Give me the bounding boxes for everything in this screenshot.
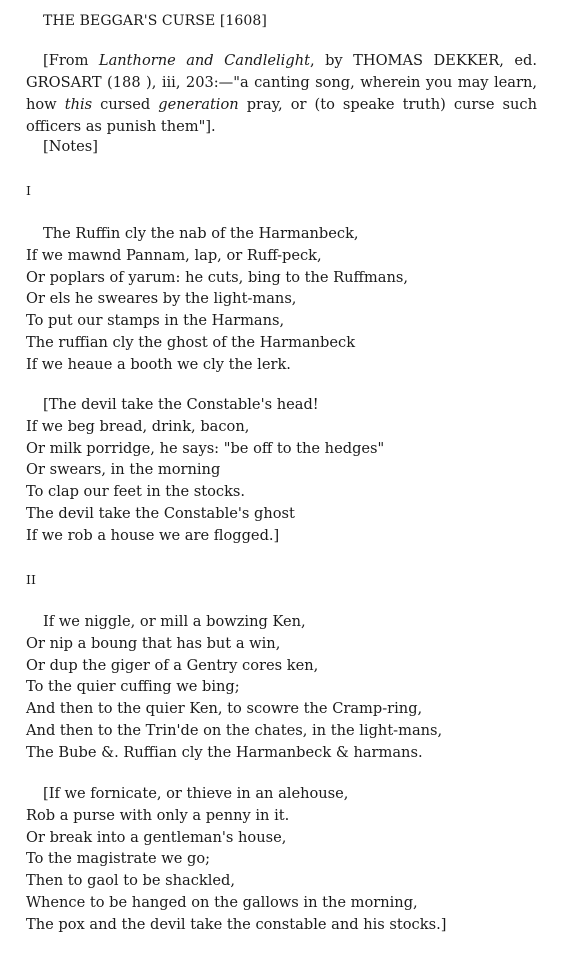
stanza-2-1	[26, 611, 543, 764]
verse-line: The Ruffin cly the nab of the Harmanbeck,	[43, 225, 359, 242]
verse-line: Or poplars of yarum: he cuts, bing to the Ruffmans,	[26, 268, 408, 286]
intro-work-title: Lanthorne and Candlelight	[98, 52, 310, 69]
intro-close: pray, or (to speake truth) curse such officers as punish them"].	[26, 96, 537, 135]
verse-line: The ruffian cly the ghost of the Harmanbeck	[26, 333, 356, 351]
verse-line: To clap our feet in the stocks.	[26, 483, 246, 501]
verse-line: If we beg bread, drink, bacon,	[26, 417, 250, 435]
verse-line: Rob a purse with only a penny in it.	[26, 806, 290, 824]
intro-mid: , by THOMAS DEKKER, ed. GROSART (188 ), iii, 203:—"a canting song, wherein you may learn, how	[26, 52, 537, 113]
verse-line: Or milk porridge, he says: "be off to the hedges"	[26, 439, 385, 457]
verse-line: Or break into a gentleman's house,	[26, 828, 287, 846]
intro-generation: generation	[158, 96, 239, 113]
stanza-2-2	[26, 783, 543, 936]
verse-line: If we mawnd Pannam, lap, or Ruff-peck,	[26, 246, 322, 264]
intro-open: [From	[43, 52, 99, 69]
verse-line: Or nip a boung that has but a win,	[26, 634, 281, 652]
poem-title: THE BEGGAR'S CURSE [1608]	[43, 13, 267, 29]
verse-line: The pox and the devil take the constable and his stocks.]	[26, 915, 447, 933]
intro-mid2: cursed	[92, 96, 159, 113]
verse-line: To the quier cuffing we bing;	[26, 678, 240, 696]
verse-line: If we heaue a booth we cly the lerk.	[26, 355, 291, 373]
verse-line: To put our stamps in the Harmans,	[26, 312, 285, 330]
verse-line: The Bube &. Ruffian cly the Harmanbeck & harmans.	[26, 743, 423, 761]
verse-line: [If we fornicate, or thieve in an alehouse,	[43, 785, 349, 802]
verse-line: Whence to be hanged on the gallows in the morning,	[26, 893, 418, 911]
verse-line: The devil take the Constable's ghost	[26, 504, 295, 522]
intro-this: this	[64, 96, 93, 113]
verse-line: If we rob a house we are flogged.]	[26, 526, 280, 544]
section-numeral-1: I	[26, 183, 31, 198]
verse-line: Or els he sweares by the light-mans,	[26, 290, 297, 308]
stanza-1-1	[26, 223, 543, 376]
verse-line: Then to gaol to be shackled,	[26, 872, 236, 890]
intro-paragraph	[26, 50, 537, 138]
verse-line: Or swears, in the morning	[26, 461, 221, 479]
verse-line: If we niggle, or mill a bowzing Ken,	[43, 613, 306, 630]
section-numeral-2: II	[26, 572, 36, 587]
verse-line: And then to the Trin'de on the chates, in the light-mans,	[26, 721, 443, 739]
verse-line: And then to the quier Ken, to scowre the Cramp-ring,	[26, 700, 423, 718]
notes-link[interactable]: [Notes]	[43, 138, 98, 155]
verse-line: To the magistrate we go;	[26, 850, 211, 868]
verse-line: [The devil take the Constable's head!	[43, 396, 319, 413]
stanza-1-2	[26, 394, 543, 547]
verse-line: Or dup the giger of a Gentry cores ken,	[26, 656, 319, 674]
